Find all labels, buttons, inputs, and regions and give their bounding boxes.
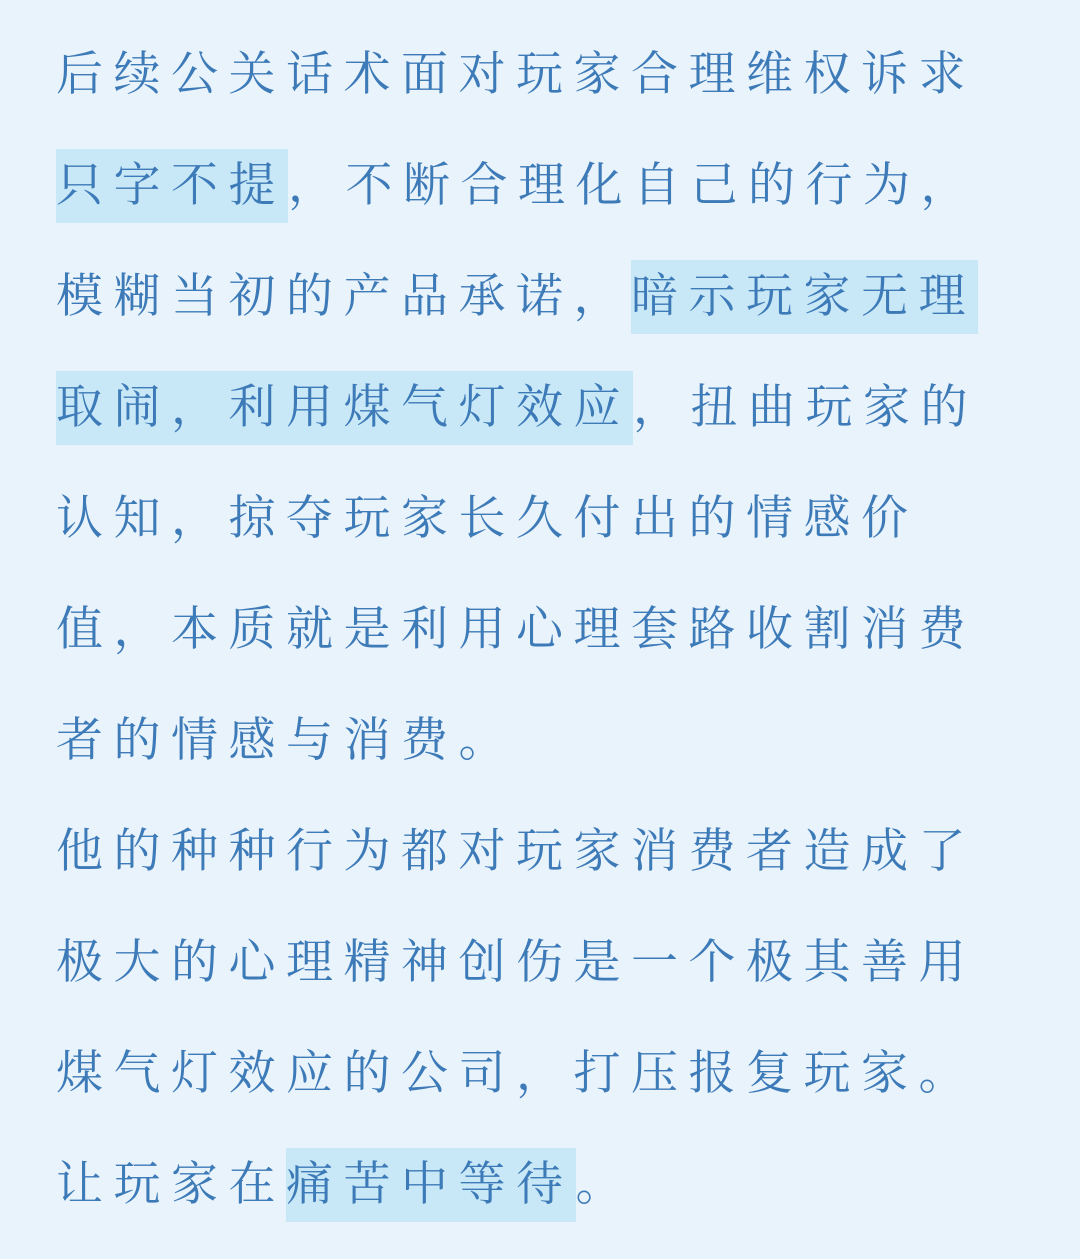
text-segment: 让玩家在 (56, 1157, 286, 1212)
text-line-6 (56, 593, 1040, 704)
text-segment: 模糊当初的产品承诺， (56, 269, 631, 324)
text-line-1 (56, 38, 1040, 149)
highlighted-text: 只字不提 (56, 149, 288, 223)
text-segment: 后续公关话术面对玩家合理维权诉求 (56, 47, 976, 102)
text-line-10 (56, 1037, 1040, 1148)
text-line-8 (56, 815, 1040, 926)
text-segment: ，扭曲玩家的 (633, 380, 978, 435)
text-line-7 (56, 704, 1040, 815)
text-segment: 煤气灯效应的公司，打压报复玩家。 (56, 1046, 976, 1101)
text-line-2 (56, 149, 1040, 260)
highlighted-text: 痛苦中等待 (286, 1148, 576, 1222)
text-line-3 (56, 260, 1040, 371)
text-segment: 认知，掠夺玩家长久付出的情感价 (56, 491, 919, 546)
text-segment: 极大的心理精神创伤是一个极其善用 (56, 935, 976, 990)
text-segment: 值，本质就是利用心理套路收割消费 (56, 602, 976, 657)
text-segment: ，不断合理化自己的行为， (288, 158, 978, 213)
text-segment: 他的种种行为都对玩家消费者造成了 (56, 824, 976, 879)
text-segment: 。 (575, 1157, 633, 1212)
highlighted-text: 取闹，利用煤气灯效应 (56, 371, 633, 445)
text-line-4 (56, 371, 1040, 482)
text-line-5 (56, 482, 1040, 593)
highlighted-text: 暗示玩家无理 (631, 260, 978, 334)
text-segment: 者的情感与消费。 (56, 713, 516, 768)
text-line-11 (56, 1148, 1040, 1259)
text-line-9 (56, 926, 1040, 1037)
